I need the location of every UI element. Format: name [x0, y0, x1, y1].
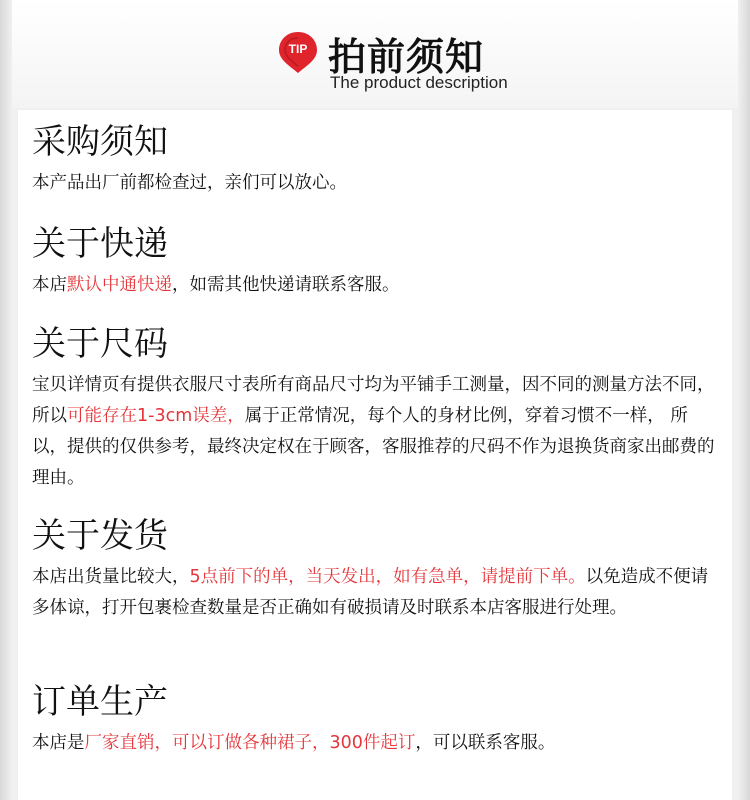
- section-title: 采购须知: [32, 122, 168, 162]
- page-subtitle: The product description: [330, 73, 508, 92]
- section-text: 本店出货量比较大，: [32, 567, 190, 587]
- section-body: [32, 168, 722, 199]
- section-text: 宝贝详情页有提供衣服尺寸表所有商品尺寸均为平铺手工测量，因不同的测量方法不同，所以: [32, 375, 715, 426]
- section-purchase-notice: [32, 122, 722, 199]
- map-pin-icon: [276, 30, 320, 74]
- section-highlight-text: 可能存在1-3cm误差，: [67, 406, 245, 426]
- section-text: ，如需其他快递请联系客服。: [172, 275, 400, 295]
- section-text: 本产品出厂前都检查过，亲们可以放心。: [32, 173, 347, 193]
- section-sizing: [32, 324, 722, 494]
- section-title: 关于快递: [32, 224, 168, 264]
- section-body: [32, 370, 722, 494]
- section-delivery: [32, 224, 722, 301]
- tip-badge-text: TIP: [288, 42, 308, 56]
- section-title: 关于发货: [32, 516, 168, 556]
- section-shipping: [32, 516, 722, 624]
- header-banner: [0, 0, 750, 108]
- section-title: 关于尺码: [32, 324, 168, 364]
- content-panel: [18, 110, 732, 800]
- section-body: [32, 728, 722, 759]
- section-text: 属于正常情况，每个人的身材比例，穿着习惯不一样， 所以，提供的仅供参考，最终决定权在于顾客，客服推荐的尺码不作为退换货商家出邮费的理由。: [32, 406, 715, 488]
- section-highlight-text: 厂家直销，可以订做各种裙子，300件起订: [84, 733, 416, 753]
- section-text: 以免造成不便请多体谅，打开包裹检查数量是否正确如有破损请及时联系本店客服进行处理。: [32, 567, 709, 618]
- section-order-production: [32, 682, 722, 759]
- section-text: 本店是: [32, 733, 85, 753]
- section-body: [32, 562, 722, 624]
- page-title: 拍前须知: [328, 35, 485, 79]
- section-highlight-text: 默认中通快递: [67, 275, 172, 295]
- section-title: 订单生产: [32, 682, 168, 722]
- section-highlight-text: 5点前下的单，当天发出，如有急单，请提前下单。: [189, 567, 586, 587]
- section-body: [32, 270, 722, 301]
- section-text: 本店: [32, 275, 67, 295]
- section-text: ，可以联系客服。: [415, 733, 556, 753]
